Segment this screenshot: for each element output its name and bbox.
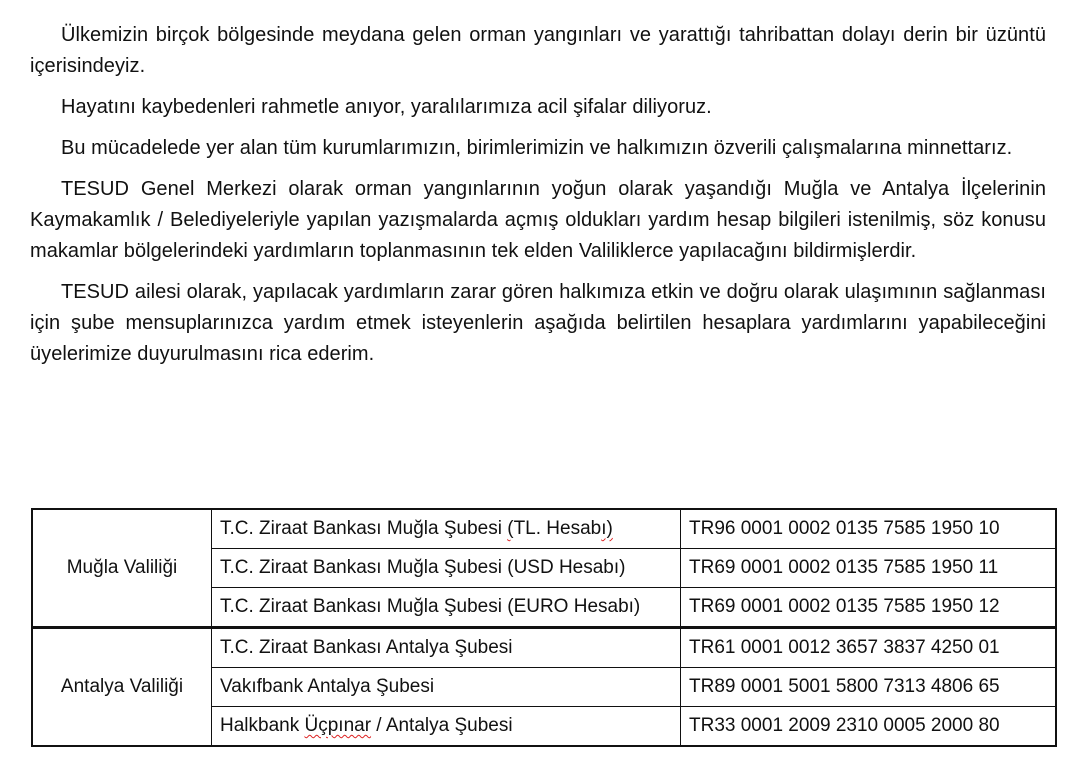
bank-name-cell: T.C. Ziraat Bankası Antalya Şubesi xyxy=(212,628,681,668)
bank-name-cell: T.C. Ziraat Bankası Muğla Şubesi (TL. Hesabı) xyxy=(212,509,681,549)
paragraph-gratitude: Bu mücadelede yer alan tüm kurumlarımızın, birimlerimizin ve halkımızın özverili çalışmalarına minnettarız. xyxy=(61,137,1013,159)
bank-name-cell: T.C. Ziraat Bankası Muğla Şubesi (USD Hesabı) xyxy=(212,549,681,588)
governorship-cell: Antalya Valiliği xyxy=(32,628,212,747)
iban-cell: TR89 0001 5001 5800 7313 4806 65 xyxy=(681,668,1057,707)
iban-cell: TR33 0001 2009 2310 0005 2000 80 xyxy=(681,707,1057,747)
governorship-cell: Muğla Valiliği xyxy=(32,509,212,628)
iban-cell: TR96 0001 0002 0135 7585 1950 10 xyxy=(681,509,1057,549)
paragraph-condolence: Ülkemizin birçok bölgesinde meydana gelen orman yangınları ve yarattığı tahribattan dolayı derin bir üzüntü içerisindeyiz. xyxy=(30,24,1046,77)
document-body xyxy=(30,20,1046,380)
bank-name-cell: T.C. Ziraat Bankası Muğla Şubesi (EURO Hesabı) xyxy=(212,588,681,628)
paragraph-donation-request: TESUD ailesi olarak, yapılacak yardımların zarar gören halkımıza etkin ve doğru olarak ulaşımının sağlanması için şube mensuplarınızca yardım etmek isteyenlerin aşağıda belirtilen hesaplara yardımlarını yapabileceğini üyelerimize duyurulmasını rica ederim. xyxy=(30,281,1046,365)
bank-name-cell: Halkbank Üçpınar / Antalya Şubesi xyxy=(212,707,681,747)
bank-accounts-table xyxy=(31,508,1057,747)
iban-cell: TR69 0001 0002 0135 7585 1950 12 xyxy=(681,588,1057,628)
iban-cell: TR61 0001 0012 3657 3837 4250 01 xyxy=(681,628,1057,668)
table-row xyxy=(32,628,1056,668)
bank-name-cell: Vakıfbank Antalya Şubesi xyxy=(212,668,681,707)
table-row xyxy=(32,509,1056,549)
paragraph-headquarters-info: TESUD Genel Merkezi olarak orman yangınlarının yoğun olarak yaşandığı Muğla ve Antalya İlçelerinin Kaymakamlık / Belediyeleriyle yapılan yazışmalarda açmış oldukları yardım hesap bilgileri istenilmiş, söz konusu makamlar bölgelerindeki yardımların toplanmasının tek elden Valiliklerce yapılacağını bildirmişlerdir. xyxy=(30,178,1046,262)
paragraph-remembrance: Hayatını kaybedenleri rahmetle anıyor, yaralılarımıza acil şifalar diliyoruz. xyxy=(61,96,712,118)
iban-cell: TR69 0001 0002 0135 7585 1950 11 xyxy=(681,549,1057,588)
